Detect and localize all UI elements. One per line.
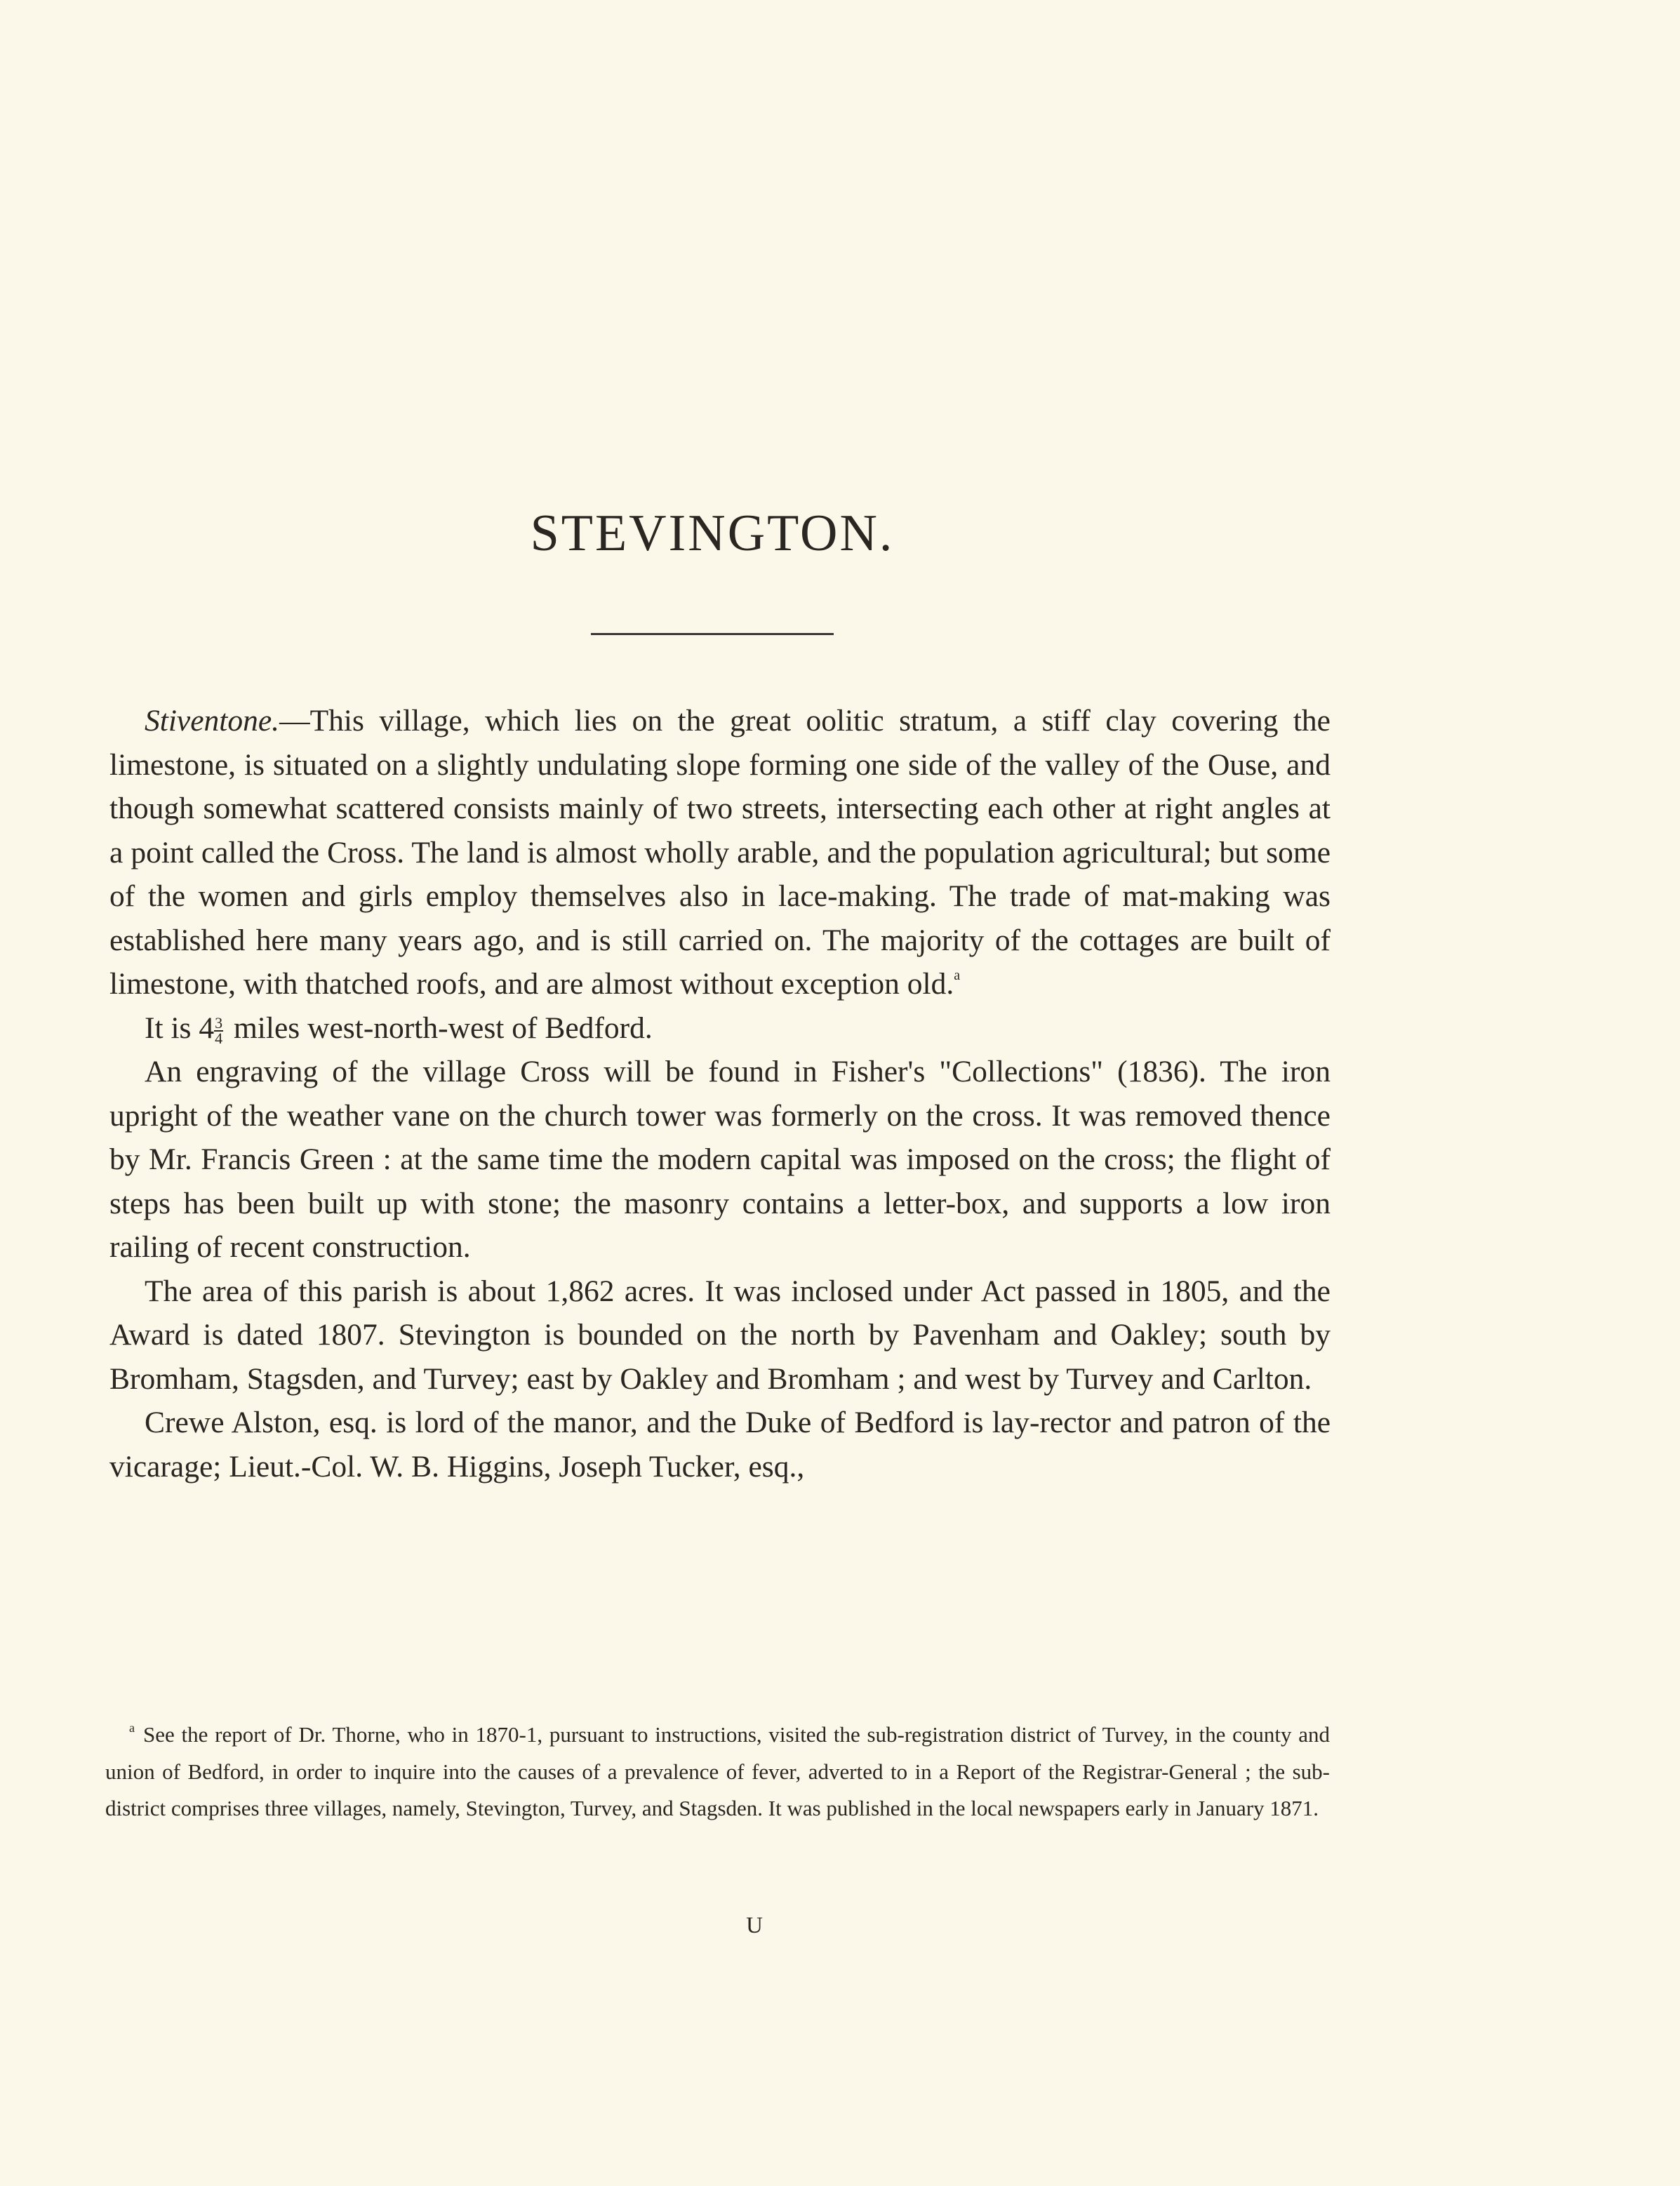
title-rule [591, 633, 834, 635]
fraction-denominator: 4 [215, 1029, 223, 1047]
signature-mark: U [746, 1913, 763, 1938]
main-text [109, 699, 1331, 1488]
distance-prefix: It is 4 [145, 1011, 215, 1045]
place-name-lead: Stiventone. [145, 704, 280, 738]
footnote-ref: a [954, 968, 961, 983]
footnote-a [105, 1717, 1330, 1827]
paragraph-5: Crewe Alston, esq. is lord of the manor, and the Duke of Bedford is lay-rector and patron of the vicarage; Lieut.-Col. W. B. Higgins, Joseph Tucker, esq., [109, 1406, 1331, 1484]
paragraph-2 [109, 1006, 1331, 1051]
footnotes [105, 1717, 1330, 1827]
page-title: STEVINGTON. [530, 505, 895, 562]
fraction-numerator: 3 [215, 1013, 223, 1032]
footnote-text: See the report of Dr. Thorne, who in 1870-1, pursuant to instructions, visited the sub-registration district of Turvey, in the county and union of Bedford, in order to inquire into the causes of a prevalence of fever, adverted to in a Report of the Registrar-General ; the sub-district comprises three villages, namely, Stevington, Turvey, and Stagsden. It was published in the local newspapers early in January 1871. [105, 1722, 1330, 1820]
fraction [214, 1013, 223, 1047]
paragraph-4: The area of this parish is about 1,862 acres. It was inclosed under Act passed in 1805, and the Award is dated 1807. Stevington is bounded on the north by Pavenham and Oakley; south by Bromham, Stagsden, and Turvey; east by Oakley and Bromham ; and west by Turvey and Carlton. [109, 1274, 1331, 1396]
paragraph-1 [109, 699, 1331, 1006]
paragraph-1-text: —This village, which lies on the great oolitic stratum, a stiff clay covering the limestone, is situated on a slightly undulating slope forming one side of the valley of the Ouse, and though somewhat scattered consists mainly of two streets, intersecting each other at right angles at a point called the Cross. The land is almost wholly arable, and the population agricultural; but some of the women and girls employ themselves also in lace-making. The trade of mat-making was established here many years ago, and is still carried on. The majority of the cottages are built of limestone, with thatched roofs, and are almost without exception old. [109, 704, 1331, 1001]
footnote-mark: a [129, 1721, 135, 1735]
paragraph-3: An engraving of the village Cross will be found in Fisher's "Collections" (1836). The iron upright of the weather vane on the church tower was formerly on the cross. It was removed thence by Mr. Francis Green : at the same time the modern capital was imposed on the cross; the flight of steps has been built up with stone; the masonry contains a letter-box, and supports a low iron railing of recent construction. [109, 1055, 1331, 1264]
distance-suffix: miles west-north-west of Bedford. [226, 1011, 653, 1045]
